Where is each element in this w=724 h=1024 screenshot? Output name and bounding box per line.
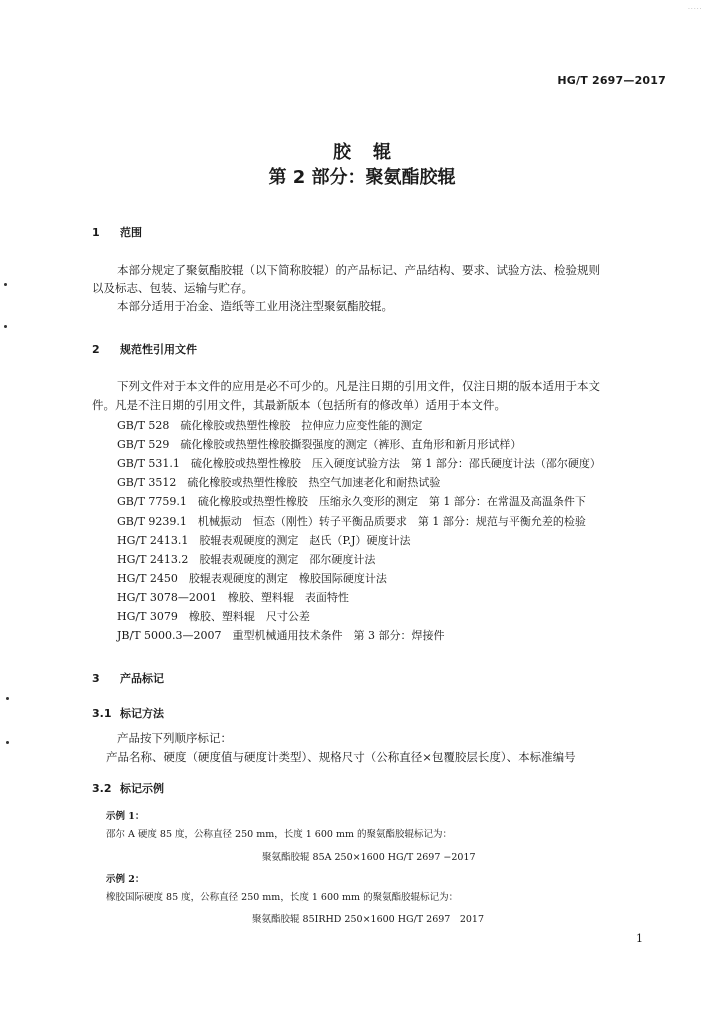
reference-item: JB/T 5000.3—2007 重型机械通用技术条件 第 3 部分：焊接件 xyxy=(117,629,445,642)
section-number: 2 xyxy=(92,343,100,356)
document-title: 胶辊 xyxy=(333,142,413,163)
document-subtitle: 第 2 部分：聚氨酯胶辊 xyxy=(268,167,456,188)
scope-para1-line2: 以及标志、包装、运输与贮存。 xyxy=(92,281,253,295)
page-number: 1 xyxy=(636,932,643,945)
scope-para2: 本部分适用于冶金、造纸等工业用浇注型聚氨酯胶辊。 xyxy=(117,299,393,313)
example-2-label: 示例 2： xyxy=(106,874,145,885)
example-1-marking: 聚氨酯胶辊 85A 250×1600 HG/T 2697 −2017 xyxy=(262,852,476,863)
section-title: 标记方法 xyxy=(120,707,164,720)
reference-item: GB/T 7759.1 硫化橡胶或热塑性橡胶 压缩永久变形的测定 第 1 部分：在常温及高温条件下 xyxy=(117,495,586,508)
scan-speck xyxy=(6,741,9,744)
section-title: 范围 xyxy=(120,226,142,239)
section-number: 3 xyxy=(92,672,100,685)
scan-corner-mark: ····· xyxy=(688,6,703,13)
section-number: 3.2 xyxy=(92,782,112,795)
section-3-heading xyxy=(92,670,164,686)
reference-item: HG/T 3079 橡胶、塑料辊 尺寸公差 xyxy=(117,610,310,623)
scan-speck xyxy=(4,325,7,328)
example-1-text: 邵尔 A 硬度 85 度，公称直径 250 mm，长度 1 600 mm 的聚氨酯胶辊标记为： xyxy=(106,829,452,840)
section-number: 3.1 xyxy=(92,707,112,720)
reference-item: HG/T 2413.2 胶辊表观硬度的测定 邵尔硬度计法 xyxy=(117,553,376,566)
reference-item: GB/T 3512 硫化橡胶或热塑性橡胶 热空气加速老化和耐热试验 xyxy=(117,476,441,489)
section-3-1-heading xyxy=(92,705,164,721)
section-1-heading xyxy=(92,224,142,240)
reference-item: HG/T 2413.1 胶辊表观硬度的测定 赵氏（P.J）硬度计法 xyxy=(117,534,411,547)
marking-method-line1: 产品按下列顺序标记： xyxy=(117,731,232,745)
scan-speck xyxy=(4,283,7,286)
references-intro-line1: 下列文件对于本文件的应用是必不可少的。凡是注日期的引用文件，仅注日期的版本适用于本文 xyxy=(117,379,600,393)
example-1-label: 示例 1： xyxy=(106,811,145,822)
reference-item: GB/T 531.1 硫化橡胶或热塑性橡胶 压入硬度试验方法 第 1 部分：邵氏硬度计法（邵尔硬度） xyxy=(117,457,601,470)
section-number: 1 xyxy=(92,226,100,239)
section-3-2-heading xyxy=(92,780,164,796)
reference-item: GB/T 528 硫化橡胶或热塑性橡胶 拉伸应力应变性能的测定 xyxy=(117,419,423,432)
reference-item: HG/T 2450 胶辊表观硬度的测定 橡胶国际硬度计法 xyxy=(117,572,387,585)
example-2-text: 橡胶国际硬度 85 度，公称直径 250 mm，长度 1 600 mm 的聚氨酯胶辊标记为： xyxy=(106,892,459,903)
marking-method-line2: 产品名称、硬度（硬度值与硬度计类型）、规格尺寸（公称直径×包覆胶层长度）、本标准编号 xyxy=(106,750,576,764)
section-2-heading xyxy=(92,341,197,357)
reference-item: GB/T 529 硫化橡胶或热塑性橡胶撕裂强度的测定（裤形、直角形和新月形试样） xyxy=(117,438,522,451)
section-title: 规范性引用文件 xyxy=(120,343,197,356)
standard-code: HG/T 2697—2017 xyxy=(557,74,666,87)
section-title: 产品标记 xyxy=(120,672,164,685)
reference-item: HG/T 3078—2001 橡胶、塑料辊 表面特性 xyxy=(117,591,349,604)
example-2-marking: 聚氨酯胶辊 85IRHD 250×1600 HG/T 2697 2017 xyxy=(252,914,485,925)
references-intro-line2: 件。凡是不注日期的引用文件，其最新版本（包括所有的修改单）适用于本文件。 xyxy=(92,398,506,412)
reference-item: GB/T 9239.1 机械振动 恒态（刚性）转子平衡品质要求 第 1 部分：规范与平衡允差的检验 xyxy=(117,515,586,528)
scope-para1-line1: 本部分规定了聚氨酯胶辊（以下简称胶辊）的产品标记、产品结构、要求、试验方法、检验规则 xyxy=(117,263,600,277)
scan-speck xyxy=(6,697,9,700)
section-title: 标记示例 xyxy=(120,782,164,795)
